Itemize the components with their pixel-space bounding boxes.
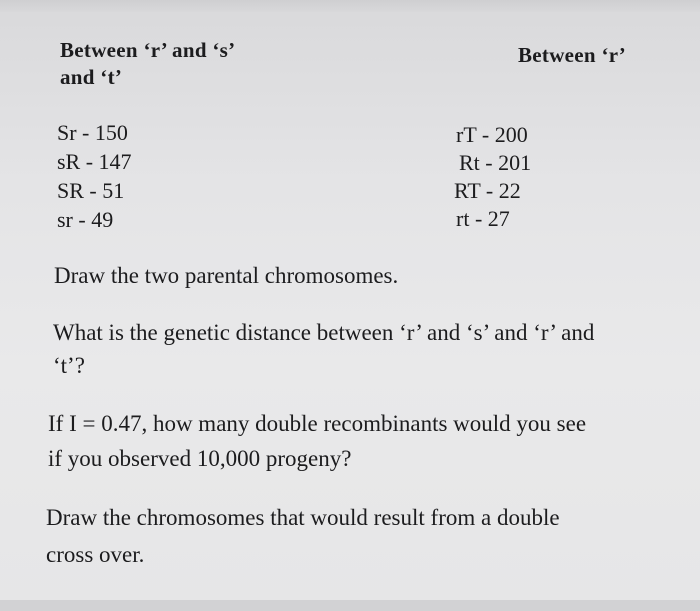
photo-bottom-edge xyxy=(0,600,700,611)
left-cross-item: sr - 49 xyxy=(57,207,114,232)
right-cross-item: RT - 22 xyxy=(454,178,521,203)
left-header-line1: Between ‘r’ and ‘s’ xyxy=(60,38,236,62)
right-cross-item: rT - 200 xyxy=(456,122,528,147)
left-cross-item: sR - 147 xyxy=(57,149,132,174)
left-cross-item: SR - 51 xyxy=(57,178,125,203)
question-genetic-distance-line1: What is the genetic distance between ‘r’ and ‘s’ and ‘r’ and xyxy=(53,320,595,345)
photo-top-edge xyxy=(0,0,700,12)
left-header-line2: and ‘t’ xyxy=(60,65,123,89)
question-double-crossover-line1: Draw the chromosomes that would result from a double xyxy=(46,505,560,530)
question-double-recombinants-line2: if you observed 10,000 progeny? xyxy=(48,446,352,471)
right-cross-item: rt - 27 xyxy=(456,206,510,231)
left-cross-item: Sr - 150 xyxy=(57,120,128,145)
question-genetic-distance-line2: ‘t’? xyxy=(53,353,85,378)
question-double-recombinants-line1: If I = 0.47, how many double recombinants would you see xyxy=(48,411,587,436)
right-cross-item: Rt - 201 xyxy=(459,150,532,175)
question-parental-chromosomes: Draw the two parental chromosomes. xyxy=(54,263,399,288)
right-header: Between ‘r’ xyxy=(518,43,627,67)
question-double-crossover-line2: cross over. xyxy=(46,542,145,567)
